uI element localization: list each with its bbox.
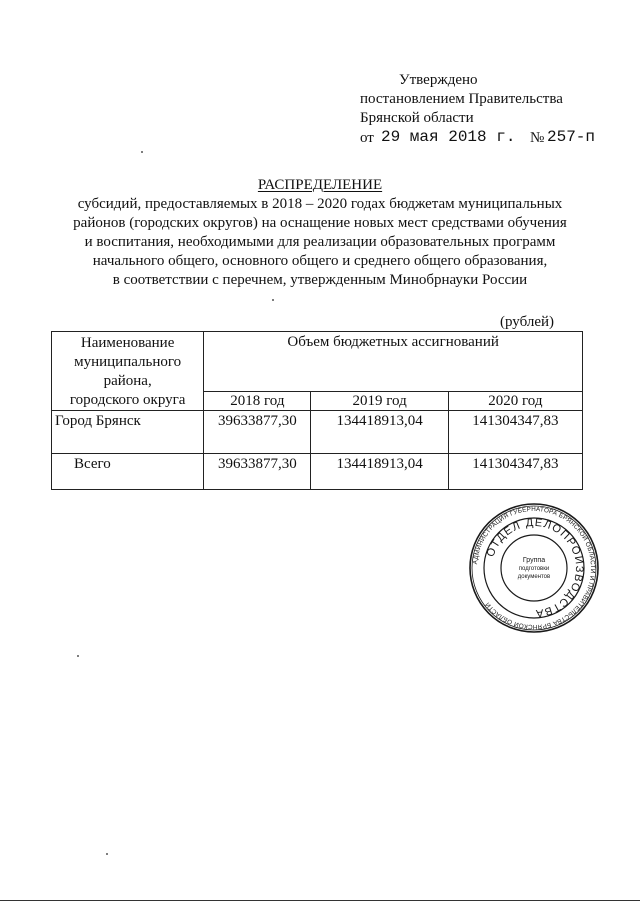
approval-region-line: Брянской области (360, 110, 474, 126)
cell-value: 134418913,04 (311, 411, 448, 454)
header-year-2018: 2018 год (204, 392, 311, 411)
document-heading: РАСПРЕДЕЛЕНИЕ (257, 177, 383, 193)
scan-speck (77, 655, 79, 657)
header-year-2020: 2020 год (448, 392, 582, 411)
header-name-line: городского округа (69, 392, 186, 408)
scan-speck (272, 299, 274, 301)
units-label: (рублей) (500, 314, 555, 330)
header-name-line: муниципального (74, 354, 182, 370)
subtitle-line: в соответствии с перечнем, утвержденным Минобрнауки России (112, 272, 528, 288)
table-row-total (52, 454, 583, 490)
header-budget-volume: Объем бюджетных ассигнований (204, 332, 583, 392)
cell-value: 134418913,04 (311, 454, 448, 490)
header-district-name (52, 332, 204, 411)
cell-value: 39633877,30 (204, 454, 311, 490)
subtitle-line: районов (городских округов) на оснащение новых мест средствами обучения (73, 215, 567, 231)
allocation-table (51, 331, 583, 490)
stamp-outer-text: АДМИНИСТРАЦИЯ ГУБЕРНАТОРА БРЯНСКОЙ ОБЛАСТИ И ПРАВИТЕЛЬСТВА БРЯНСКОЙ ОБЛАСТИ (472, 505, 597, 631)
cell-value: 141304347,83 (448, 411, 582, 454)
header-name-line: района, (103, 373, 152, 389)
subtitle-line: и воспитания, необходимыми для реализации образовательных программ (84, 234, 556, 250)
approval-date: 29 мая 2018 г. (381, 128, 516, 146)
row-name: Всего (52, 454, 204, 490)
stamp-ring-text: ОТДЕЛ ДЕЛОПРОИЗВОДСТВА (484, 516, 586, 620)
stamp-center-line: документов (517, 574, 551, 580)
cell-value: 39633877,30 (204, 411, 311, 454)
row-name: Город Брянск (52, 411, 204, 454)
subtitle-line: субсидий, предоставляемых в 2018 – 2020 годах бюджетам муниципальных (77, 196, 563, 212)
scan-speck (106, 853, 108, 855)
approval-number: 257-п (547, 128, 596, 146)
scan-edge-line (0, 900, 640, 901)
approval-from-label: от (360, 130, 374, 146)
header-year-2019: 2019 год (311, 392, 448, 411)
approval-title: Утверждено (399, 72, 478, 88)
table-row (52, 411, 583, 454)
approval-resolution-line: постановлением Правительства (360, 91, 563, 107)
cell-value: 141304347,83 (448, 454, 582, 490)
header-name-line: Наименование (80, 335, 175, 351)
subtitle-line: начального общего, основного общего и среднего общего образования, (92, 253, 548, 269)
stamp-center-line: Группа (522, 557, 546, 564)
stamp-center-line: подготовки (518, 566, 550, 572)
approval-number-sign: № (530, 130, 545, 146)
scan-speck (141, 151, 143, 153)
official-stamp (468, 502, 600, 634)
